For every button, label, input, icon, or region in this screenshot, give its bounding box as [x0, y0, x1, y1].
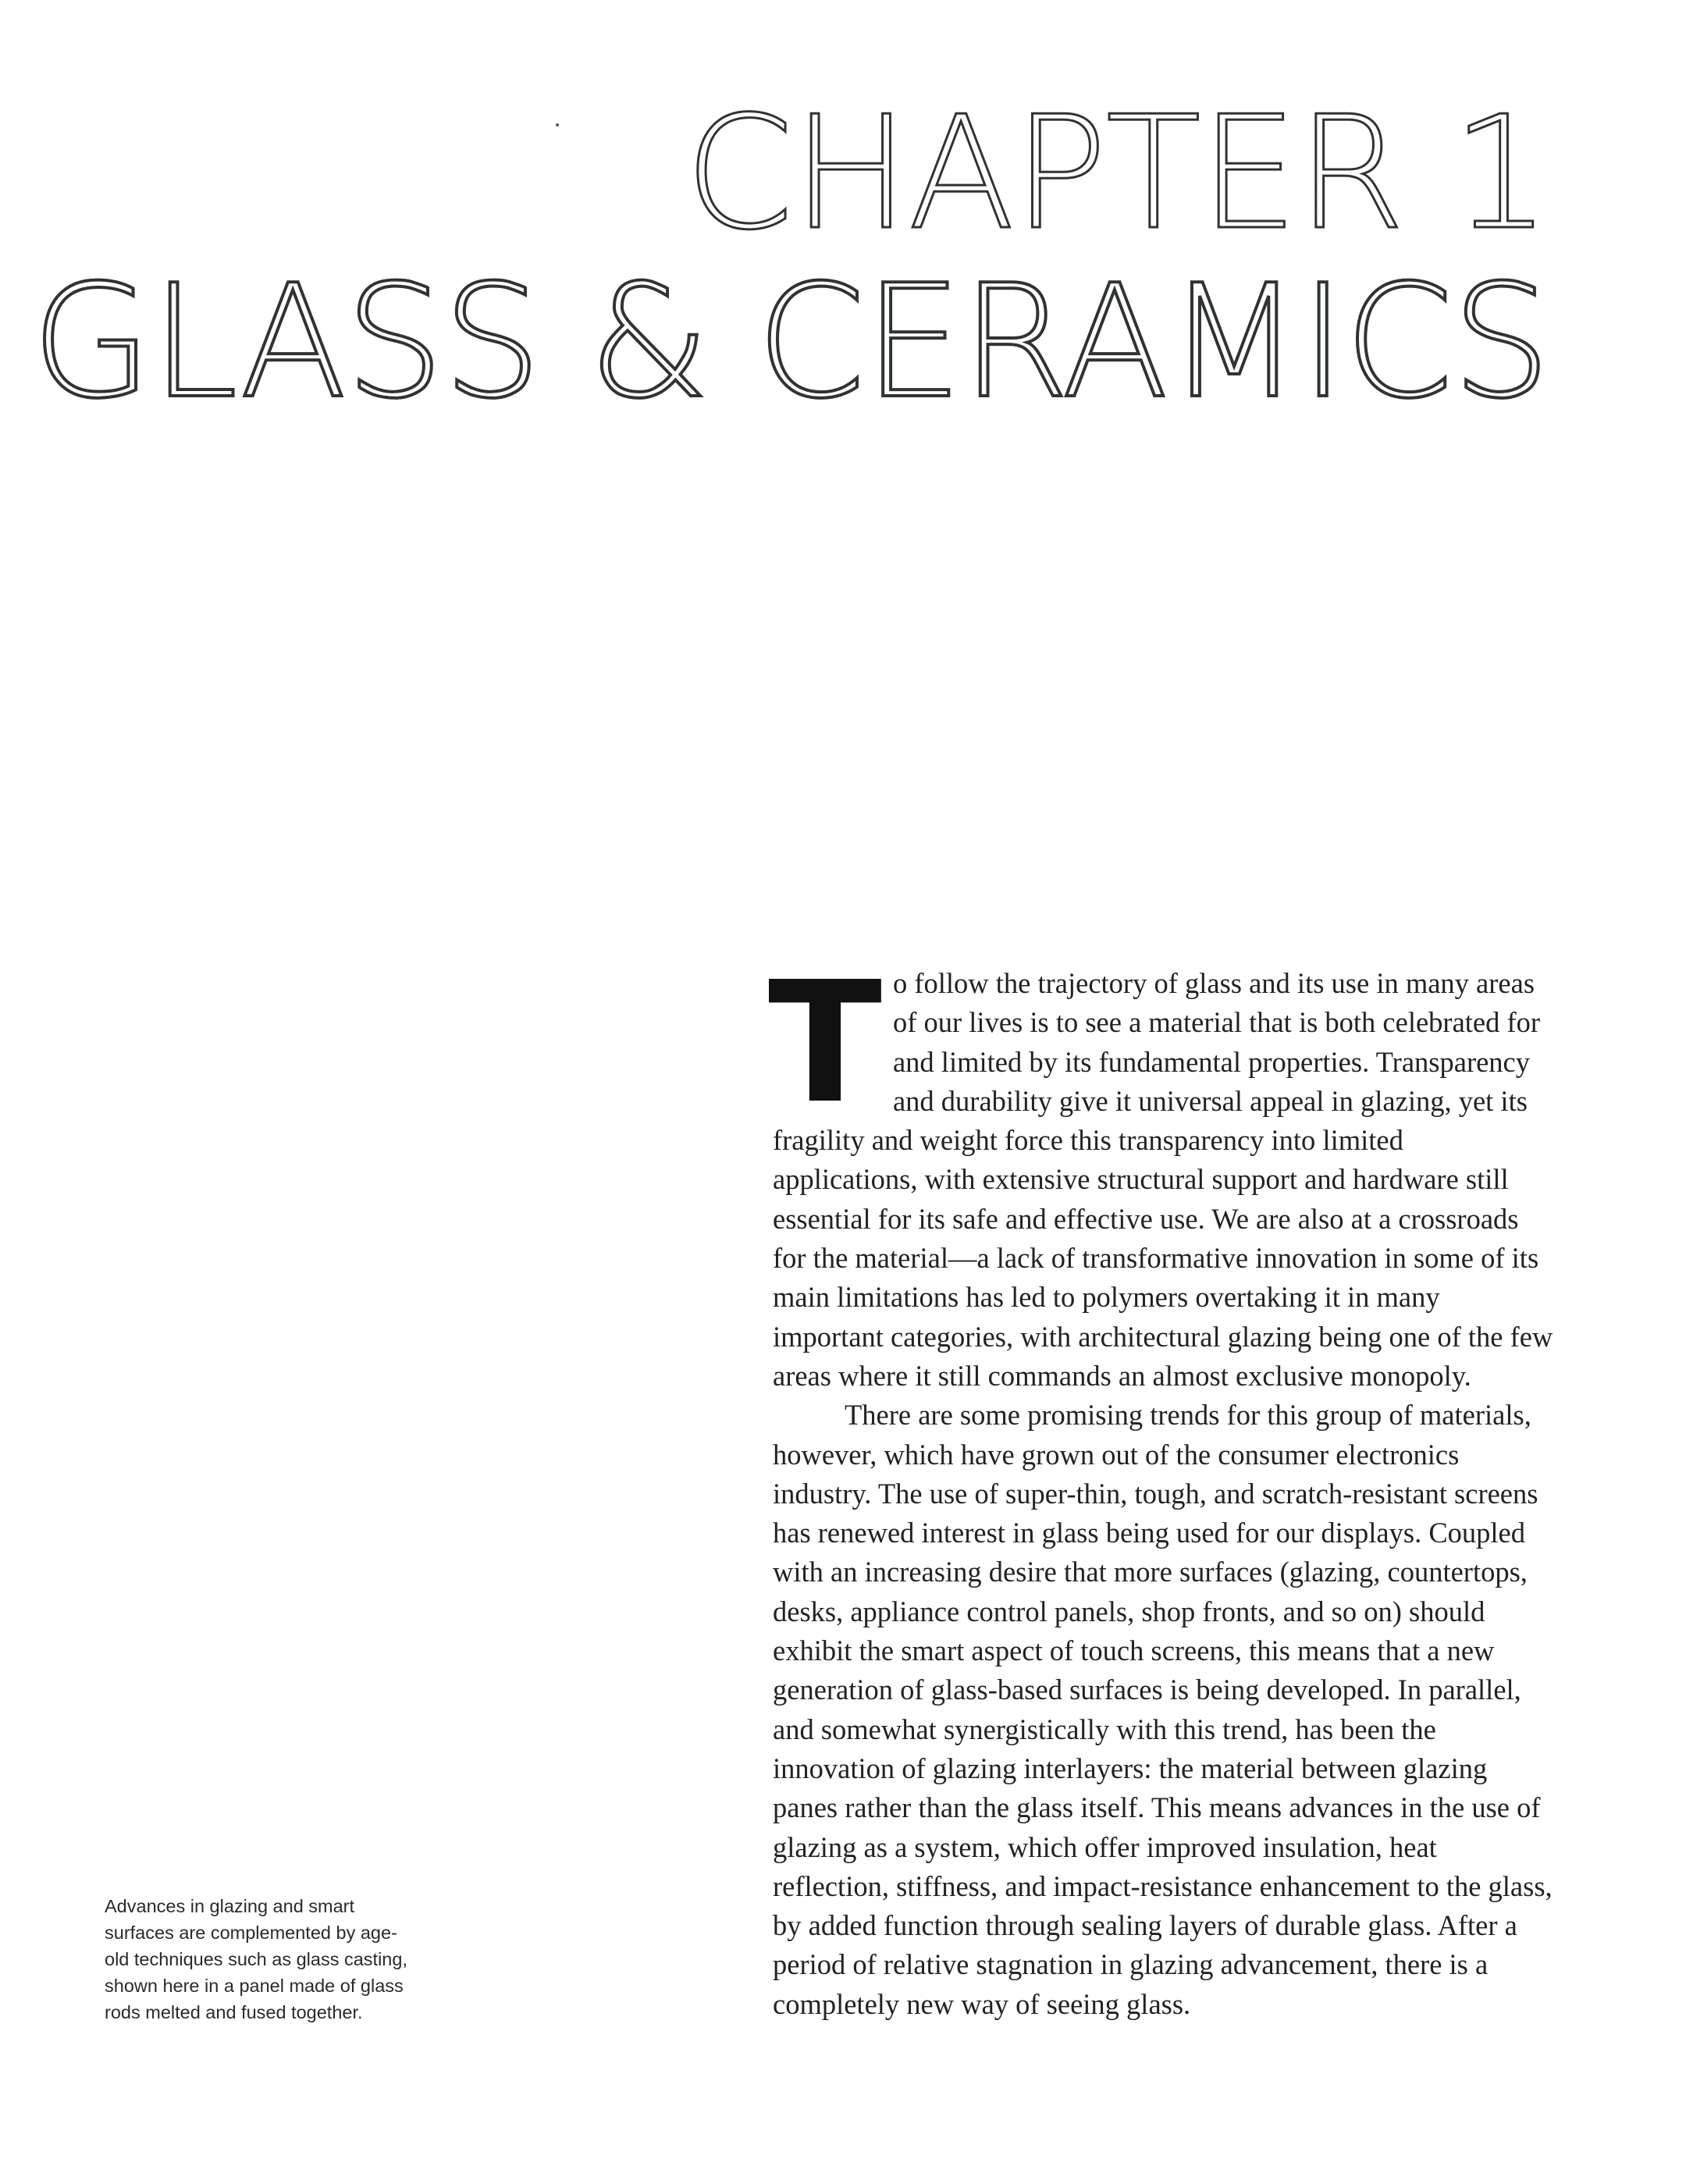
chapter-heading: [31, 83, 1549, 433]
paragraph-1: [768, 946, 1553, 1396]
chapter-number: CHAPTER 1: [685, 83, 1549, 265]
image-caption: Advances in glazing and smart surfaces are complemented by age-old techniques such as glass casting, shown here in a panel made of glass rods melted and fused together.: [105, 1896, 407, 2022]
scan-speck: [556, 123, 559, 126]
paragraph-2: There are some promising trends for this group of materials, however, which have grown out of the consumer electronics industry. The use of super-thin, tough, and scratch-resistant screens has renewed interest in glass being used for our displays. Coupled with an increasing desire that more surfaces (glazing, countertops, desks, appliance control panels, shop fronts, and so on) should exhibit the smart aspect of touch screens, this means that a new generation of glass-based surfaces is being developed. In parallel, and somewhat synergistically with this trend, has been the innovation of glazing interlayers: the material between glazing panes rather than the glass itself. This means advances in the use of glazing as a system, which offer improved insulation, heat reflection, stiffness, and impact-resistance enhancement to the glass, by added function through sealing layers of durable glass. After a period of relative stagnation in glazing advancement, there is a completely new way of seeing glass.: [773, 1399, 1553, 2020]
body-text: [768, 946, 1553, 2024]
paragraph-1-text: o follow the trajectory of glass and its use in many areas of our lives is to see a material that is both celebrated for and limited by its fundamental properties. Transparency and durability give it universal appeal in glazing, yet its fragility and weight force this transparency into limited applications, with extensive structural support and hardware still essential for its safe and effective use. We are also at a crossroads for the material—a lack of transformative innovation in some of its main limitations has led to polymers overtaking it in many important categories, with architectural glazing being one of the few areas where it still commands an almost exclusive monopoly.: [773, 967, 1553, 1392]
drop-cap: T: [768, 946, 882, 1140]
chapter-title: GLASS & CERAMICS: [31, 251, 1549, 433]
